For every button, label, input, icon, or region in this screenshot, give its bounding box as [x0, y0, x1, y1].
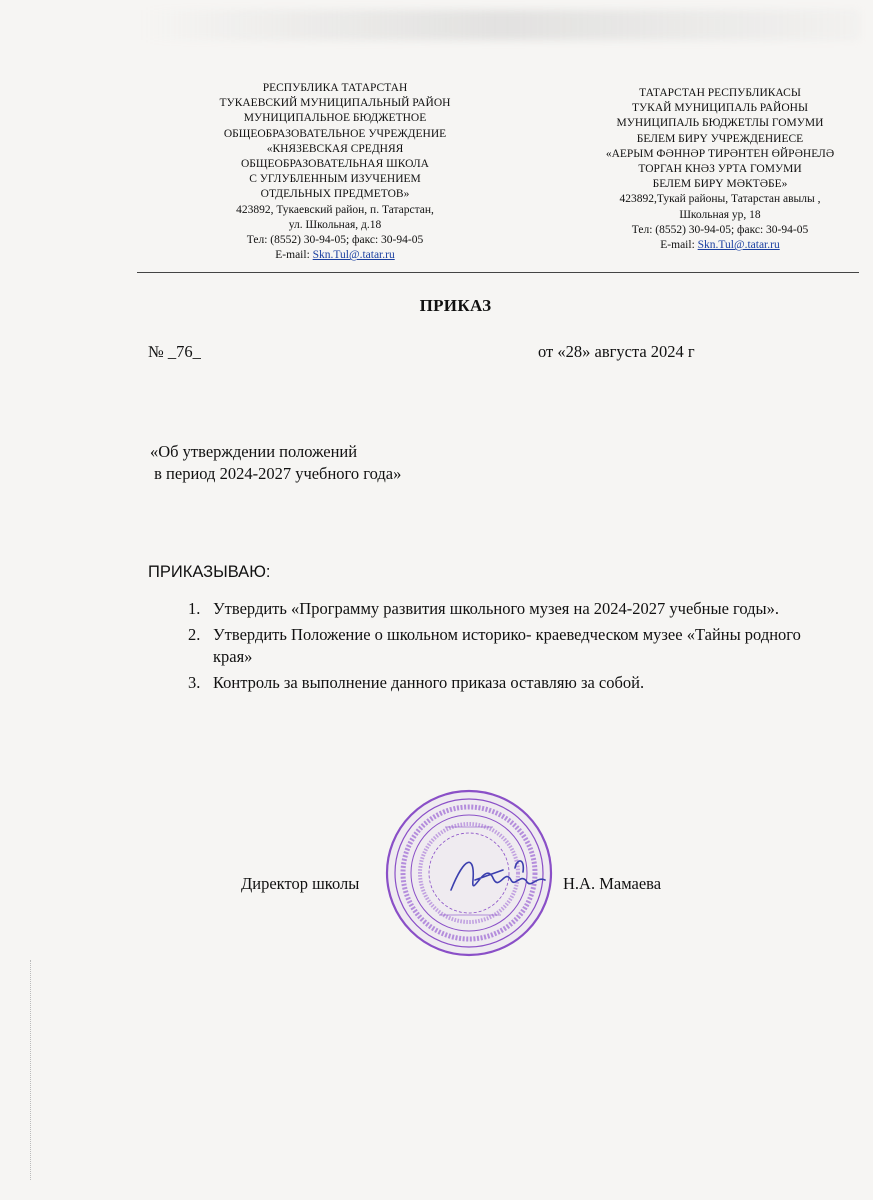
order-subject: [150, 441, 401, 485]
header-left-line: ТУКАЕВСКИЙ МУНИЦИПАЛЬНЫЙ РАЙОН: [219, 97, 451, 110]
item-text: Контроль за выполнение данного приказа оставляю за собой.: [213, 673, 645, 692]
header-left-line: «КНЯЗЕВСКАЯ СРЕДНЯЯ: [266, 142, 404, 155]
header-right-line: ТАТАРСТАН РЕСПУБЛИКАСЫ: [639, 87, 801, 99]
header-right-line: ТОРГАН КНӘЗ УРТА ГОМУМИ: [638, 163, 802, 176]
order-number: № _76_: [148, 342, 201, 361]
list-item: [188, 672, 808, 694]
header-right-line: МУНИЦИПАЛЬ БЮДЖЕТЛЫ ГОМУМИ: [616, 117, 824, 130]
header-left-line: ОТДЕЛЬНЫХ ПРЕДМЕТОВ»: [260, 188, 410, 201]
header-left-email-line: [200, 248, 470, 263]
email-link[interactable]: Skn.Tul@.tatar.ru: [697, 239, 780, 252]
document-title: [0, 296, 873, 316]
director-name: Н.А. Мамаева: [563, 874, 662, 893]
item-text: Утвердить «Программу развития школьного музея на 2024-2027 учебные годы».: [213, 599, 780, 618]
header-right-line: БЕЛЕМ БИРҮ УЧРЕЖДЕНИЕСЕ: [636, 132, 804, 145]
order-heading: ПРИКАЗЫВАЮ:: [148, 563, 271, 581]
director-title: Директор школы: [241, 874, 360, 893]
header-right-line: Тел: (8552) 30-94-05; факс: 30-94-05: [631, 223, 809, 236]
header-left-line: ОБЩЕОБРАЗОВАТЕЛЬНОЕ УЧРЕЖДЕНИЕ: [223, 127, 447, 140]
email-link[interactable]: Skn.Tul@.tatar.ru: [312, 249, 395, 262]
header-right-line: ТУКАЙ МУНИЦИПАЛЬ РАЙОНЫ: [632, 102, 808, 115]
header-right-line: БЕЛЕМ БИРҮ МӘКТӘБЕ»: [652, 178, 788, 191]
scan-margin-marks: [30, 960, 35, 1180]
email-label: E-mail:: [660, 239, 698, 252]
item-text: Утвердить Положение о школьном историко- краеведческом музее «Тайны родного края»: [213, 625, 801, 666]
header-right-email-line: [585, 238, 855, 253]
header-right-tatar: [585, 86, 855, 253]
item-number: 1.: [188, 599, 201, 618]
header-left-line: МУНИЦИПАЛЬНОЕ БЮДЖЕТНОЕ: [243, 112, 427, 125]
email-label: E-mail:: [275, 249, 313, 262]
list-item: [188, 598, 808, 620]
order-items-list: [188, 598, 808, 698]
header-left-line: ОБЩЕОБРАЗОВАТЕЛЬНАЯ ШКОЛА: [241, 158, 429, 171]
subject-line: «Об утверждении положений: [150, 442, 358, 461]
header-divider: [137, 272, 859, 273]
header-left-line: Тел: (8552) 30-94-05; факс: 30-94-05: [246, 234, 424, 247]
header-right-line: «АЕРЫМ ФӘННӘР ТИРӘНТЕН ӨЙРӘНЕЛӘ: [605, 147, 835, 160]
scan-artifact: [140, 10, 860, 40]
order-date: от «28» августа 2024 г: [538, 342, 695, 361]
header-right-line: Школьная ур, 18: [679, 208, 761, 221]
item-number: 3.: [188, 673, 201, 692]
header-left-line: 423892, Тукаевский район, п. Татарстан,: [236, 203, 434, 216]
title-text: ПРИКАЗ: [419, 296, 492, 315]
header-left-line: РЕСПУБЛИКА ТАТАРСТАН: [262, 82, 408, 94]
subject-line: в период 2024-2027 учебного года»: [150, 464, 402, 483]
header-left-russian: [200, 81, 470, 263]
header-right-line: 423892,Тукай районы, Татарстан авылы ,: [619, 193, 821, 206]
director-signature: [445, 850, 555, 910]
header-left-line: С УГЛУБЛЕННЫМ ИЗУЧЕНИЕМ: [249, 173, 421, 186]
item-number: 2.: [188, 625, 201, 644]
header-left-line: ул. Школьная, д.18: [288, 218, 382, 231]
list-item: [188, 624, 808, 668]
